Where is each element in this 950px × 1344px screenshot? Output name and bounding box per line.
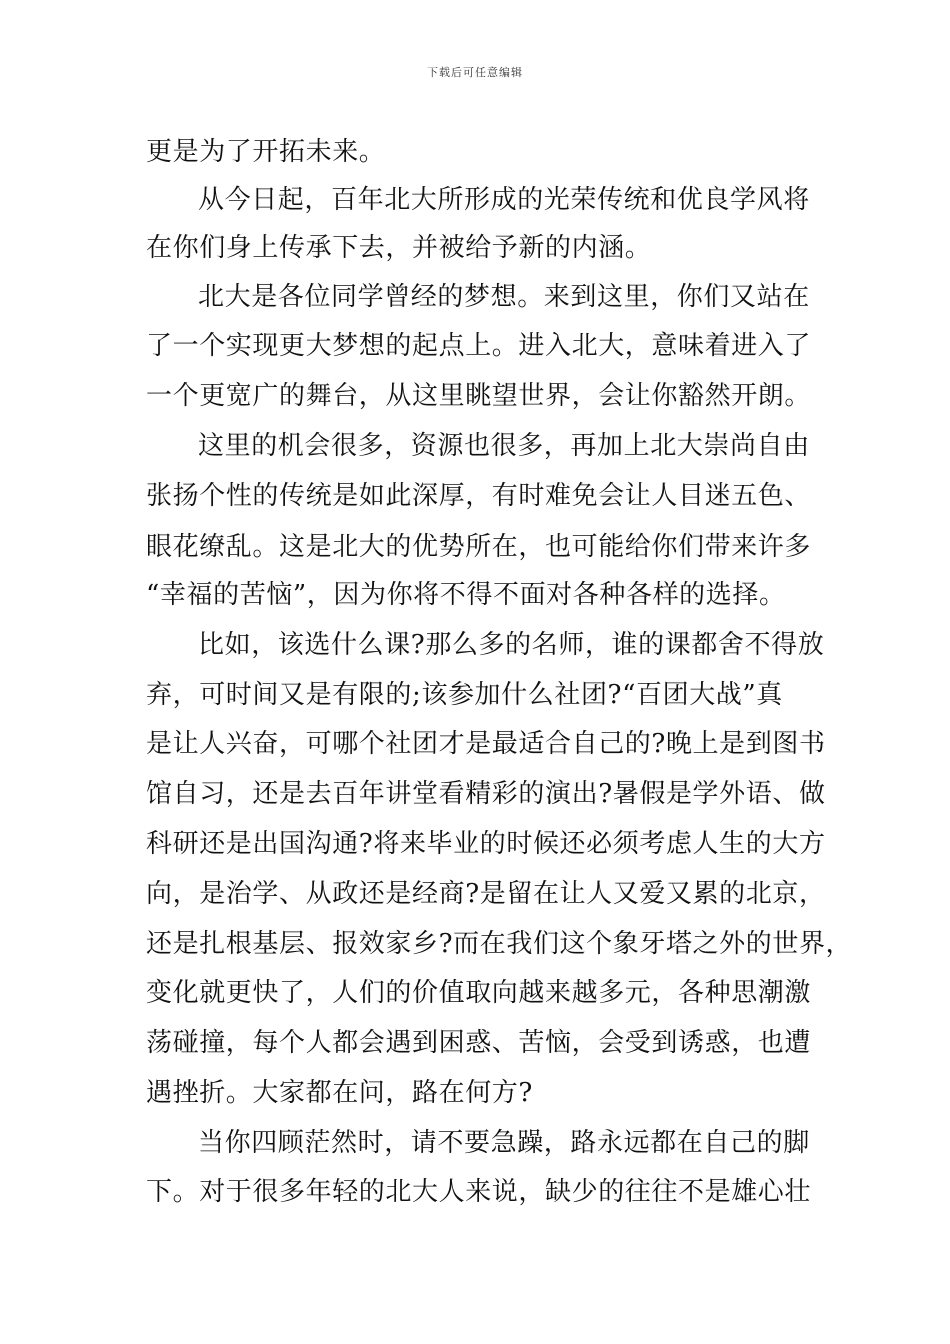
text-line: 比如，该选什么课?那么多的名师，谁的课都舍不得放: [198, 630, 825, 660]
text-line: 北大是各位同学曾经的梦想。来到这里，你们又站在: [198, 282, 810, 312]
page-header: 下载后可任意编辑: [427, 66, 523, 79]
text-line: 遇挫折。大家都在问，路在何方?: [146, 1078, 533, 1108]
text-line: 在你们身上传承下去，并被给予新的内涵。: [146, 233, 652, 263]
text-line: “幸福的苦恼”，因为你将不得不面对各种各样的选择。: [146, 580, 786, 610]
text-line: 眼花缭乱。这是北大的优势所在，也可能给你们带来许多: [146, 532, 812, 562]
text-line: 当你四顾茫然时，请不要急躁，路永远都在自己的脚: [198, 1128, 810, 1158]
text-line: 张扬个性的传统是如此深厚，有时难免会让人目迷五色、: [146, 481, 812, 511]
text-line: 一个更宽广的舞台，从这里眺望世界，会让你豁然开朗。: [146, 381, 812, 411]
text-line: 弃，可时间又是有限的;该参加什么社团?“百团大战”真: [146, 680, 783, 710]
text-line: 还是扎根基层、报效家乡?而在我们这个象牙塔之外的世界，: [146, 929, 853, 959]
text-line: 从今日起，百年北大所形成的光荣传统和优良学风将: [198, 185, 810, 215]
text-line: 变化就更快了，人们的价值取向越来越多元，各种思潮激: [146, 978, 812, 1008]
text-line: 科研还是出国沟通?将来毕业的时候还必须考虑人生的大方: [146, 829, 826, 859]
text-line: 是让人兴奋，可哪个社团才是最适合自己的?晚上是到图书: [146, 729, 826, 759]
text-line: 馆自习，还是去百年讲堂看精彩的演出?暑假是学外语、做: [146, 779, 826, 809]
text-line: 这里的机会很多，资源也很多，再加上北大崇尚自由: [198, 431, 810, 461]
text-line: 了一个实现更大梦想的起点上。进入北大，意味着进入了: [146, 331, 812, 361]
text-line: 向，是治学、从政还是经商?是留在让人又爱又累的北京，: [146, 879, 826, 909]
text-line: 下。对于很多年轻的北大人来说，缺少的往往不是雄心壮: [146, 1177, 812, 1207]
text-line: 荡碰撞，每个人都会遇到困惑、苦恼，会受到诱惑，也遭: [146, 1028, 812, 1058]
text-line: 更是为了开拓未来。: [146, 137, 386, 167]
